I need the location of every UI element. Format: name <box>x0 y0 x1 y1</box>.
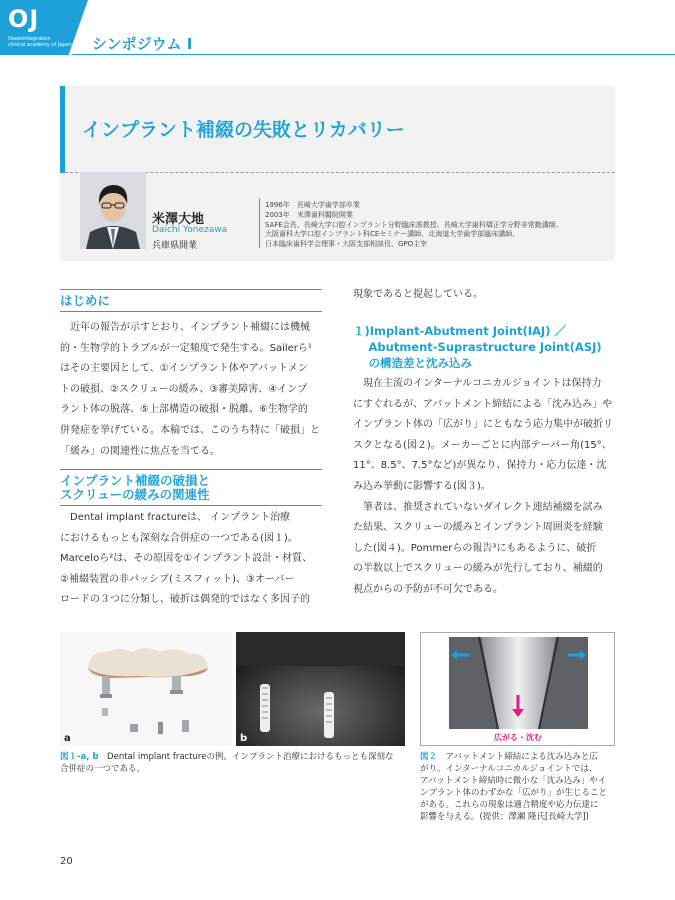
paragraph-fracture: Dental implant fractureは、 インプラント治療 におけるもっとも深刻な合併症の一つである(図１)。 Marceloら²は、その原因を①インプラント設計・材質、 ②補綴装置の非パッシブ(ミスフィット)、③オーバー ロードの３つに分類し、破折は偶発的ではなく多因子的 <box>60 512 313 606</box>
journal-logo-subtitle: Osseointegration clinical academy of Japan <box>8 36 72 48</box>
figure-1b-radiograph <box>236 632 405 746</box>
heading-iaj-asj: １)Implant-Abutment Joint(IAJ) ／ Abutment-Suprastructure Joint(ASJ) の構造差と沈み込み <box>353 324 602 370</box>
title-accent-bar <box>60 86 65 173</box>
figure-2-diagram <box>420 632 615 746</box>
article-title: インプラント補綴の失敗とリカバリー <box>82 119 405 141</box>
bio-separator <box>259 198 260 248</box>
title-divider <box>65 172 615 173</box>
author-name: 米澤大地 <box>152 212 205 227</box>
figure-2-caption: 図２ アバットメント締結による沈み込みと広 がり。インターナルコニカルジョイントでは、 アバットメント締結時に微小な「沈み込み」やイ ンプラント体のわずかな「広がり」が生じること がある。これらの現象は適合精度や応力伝達に 影響を与える。(提供：澤瀬 隆氏[長崎大学]) <box>420 752 608 822</box>
paragraph-introduction: 近年の報告が示すとおり、インプラント補綴には機械 的・生物学的トラブルが一定頻度で発生する。Sailerら¹ はその主要因として、①インプラント体やアバットメン トの破損、②スクリューの緩み、③審美障害、④インプ ラント体の脱落、⑤上部構造の破損・脱離、⑥生物学的 併発症を挙げている。本稿では、このうち特に「破損」と 「緩み」の関連性に焦点を当てる。 <box>60 322 320 457</box>
bio-line: 2003年 米澤歯科醫院開業 <box>265 210 353 219</box>
paragraph-continued: 現象であると提起している。 <box>353 289 483 300</box>
heading-introduction: はじめに <box>60 289 322 312</box>
paragraph-iaj: 現在主流のインターナルコニカルジョイントは保持力 にすぐれるが、アバットメント締結による「沈み込み」や インプラント体の「広がり」にともなう応力集中が破折リ スクとなる(図２)。メーカーごとに内部テーパー角(15°、 11°、8.5°、7.5°など)が異なり、保持力・応力伝達・沈 み込み挙動に影響する(図３)。 筆者は、推奨されていないダイレクト連結補綴を試み た結果、スクリューの緩みとインプラント周囲炎を経験 した(図４)。Pommerらの報告³にもあるように、破折 の半数以上でスクリューの緩みが先行しており、補綴的 視点からの予防が不可欠である。 <box>353 378 613 595</box>
author-photo <box>80 172 146 249</box>
figure-1b-letter: b <box>240 733 248 744</box>
bio-line: SAFE会長、長崎大学口腔インプラント分野臨床准教授、長崎大学歯科矯正学分野非常勤講師、 <box>265 220 563 229</box>
bio-line: 1996年 長崎大学歯学部卒業 <box>265 201 360 209</box>
figure-1-caption: 図１-a, b Dental implant fractureの例。インプラント治療におけるもっとも深刻な 合併症の一つである。 <box>60 752 394 774</box>
header-rule <box>72 54 675 55</box>
bio-line: 大阪歯科大学口腔インプラント科CEセミナー講師、北海道大学歯学部臨床講師、 <box>265 230 520 239</box>
page-number: 20 <box>60 856 73 867</box>
figure-1a-photo <box>60 632 232 746</box>
author-name-roman: Daichi Yonezawa <box>152 225 228 235</box>
section-title: シンポジウム Ⅰ <box>92 35 193 53</box>
heading-fracture-screw-loosening: インプラント補綴の破損と スクリューの緩みの関連性 <box>60 469 322 506</box>
author-bio <box>265 201 615 250</box>
figure-1a-letter: a <box>64 733 71 744</box>
figure-2-label: 広がる・沈む <box>494 733 542 742</box>
journal-logo-text: OJ <box>8 5 40 33</box>
bio-line: 日本臨床歯科学会理事・大阪支部相談役、GPO主宰 <box>265 240 428 249</box>
author-affiliation: 兵庫県開業 <box>152 241 198 251</box>
